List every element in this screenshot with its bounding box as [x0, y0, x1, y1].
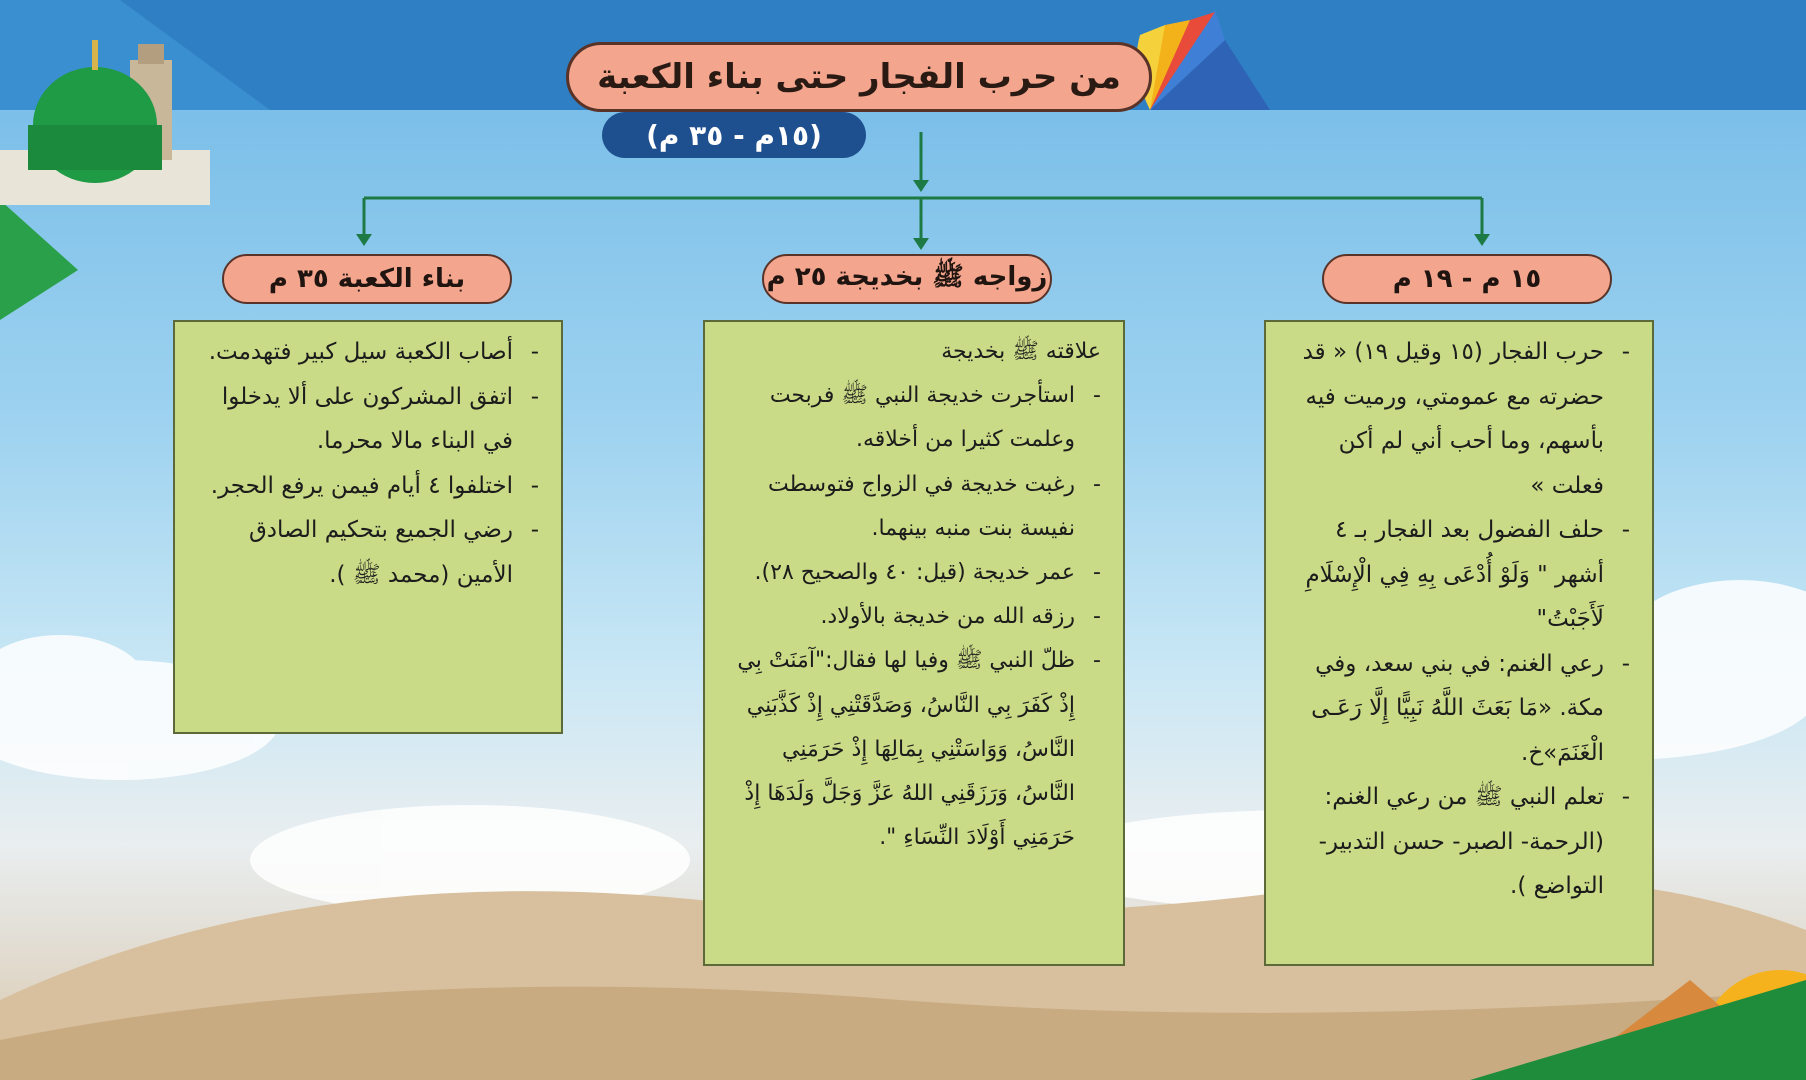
list-item: - رضي الجميع بتحكيم الصادق الأمين (محمد ﷺ ). [189, 508, 543, 597]
box-intro-line: علاقته ﷺ بخديجة [941, 339, 1101, 364]
marriage-list [719, 374, 1105, 860]
column-heading-marriage: زواجه ﷺ بخديجة ٢٥ م [762, 254, 1052, 304]
column-heading-15-19: ١٥ م - ١٩ م [1322, 254, 1612, 304]
list-item: - رعي الغنم: في بني سعد، وفي مكة. «مَا بَعَثَ اللَّهُ نَبِيًّا إِلَّا رَعَـى الْغَنَمَ»خ. [1280, 642, 1634, 776]
box-events-15-19 [1264, 320, 1654, 966]
list-item: - اختلفوا ٤ أيام فيمن يرفع الحجر. [189, 464, 543, 509]
date-range-badge: (١٥م - ٣٥ م) [602, 112, 866, 158]
list-item: - تعلم النبي ﷺ من رعي الغنم: (الرحمة- الصبر- حسن التدبير- التواضع ). [1280, 775, 1634, 909]
kaaba-list [189, 330, 543, 597]
box-kaaba-building [173, 320, 563, 734]
list-item: - ظلّ النبي ﷺ وفيا لها فقال:"آمَنَتْ بِي إِذْ كَفَرَ بِي النَّاسُ، وَصَدَّقَتْنِي إِذْ كَذَّبَنِي النَّاسُ، وَوَاسَتْنِي بِمَالِهَا إِذْ حَرَمَنِي النَّاسُ، وَرَزَقَنِي اللهُ عَزَّ وَجَلَّ وَلَدَهَا إِذْ حَرَمَنِي أَوْلَادَ النِّسَاءِ ". [719, 639, 1105, 860]
list-item: - اتفق المشركون على ألا يدخلوا في البناء مالا محرما. [189, 375, 543, 464]
list-item: - رزقه الله من خديجة بالأولاد. [719, 595, 1105, 639]
list-item: - استأجرت خديجة النبي ﷺ فربحت وعلمت كثيرا من أخلاقه. [719, 374, 1105, 462]
events-list [1280, 330, 1634, 909]
list-item: - حلف الفضول بعد الفجار بـ ٤ أشهر " وَلَوْ أُدْعَى بِهِ فِي الْإِسْلَامِ لَأَجَبْتُ" [1280, 508, 1634, 642]
list-item: - حرب الفجار (١٥ وقيل ١٩) « قد حضرته مع عمومتي، ورميت فيه بأسهم، وما أحب أني لم أكن فعلت » [1280, 330, 1634, 508]
list-item: - عمر خديجة (قيل: ٤٠ والصحيح ٢٨). [719, 551, 1105, 595]
page-title: من حرب الفجار حتى بناء الكعبة [566, 42, 1152, 112]
connector-arrowheads [356, 180, 1490, 250]
green-triangle-left [0, 200, 78, 320]
list-item: - رغبت خديجة في الزواج فتوسطت نفيسة بنت منبه بينهما. [719, 463, 1105, 551]
box-marriage-khadija [703, 320, 1125, 966]
column-heading-kaaba: بناء الكعبة ٣٥ م [222, 254, 512, 304]
list-item: - أصاب الكعبة سيل كبير فتهدمت. [189, 330, 543, 375]
